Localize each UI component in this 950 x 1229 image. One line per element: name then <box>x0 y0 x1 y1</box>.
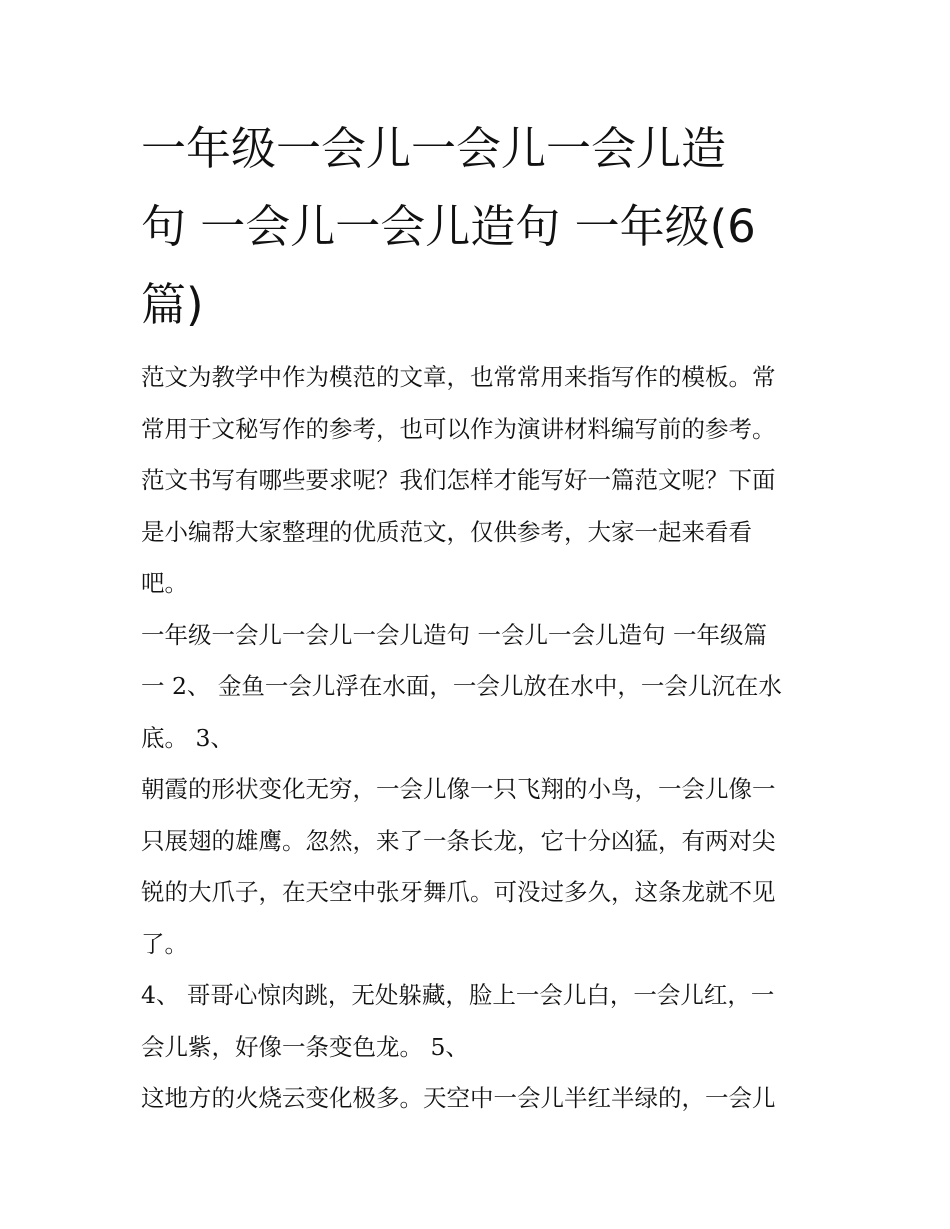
example-paragraph <box>141 970 816 1073</box>
text-line: 吧。 <box>141 569 188 597</box>
document-title <box>141 110 816 344</box>
title-line: 一年级一会儿一会儿一会儿造 <box>141 122 727 175</box>
example-paragraph <box>141 764 816 970</box>
text-line: 底。 3、 <box>141 723 234 752</box>
text-line: 会儿紫，好像一条变色龙。 5、 <box>141 1032 469 1061</box>
text-line: 这地方的火烧云变化极多。天空中一会儿半红半绿的，一会儿 <box>141 1084 776 1112</box>
text-line: 常用于文秘写作的参考，也可以作为演讲材料编写前的参考。 <box>141 414 776 443</box>
text-line: 一 2、 金鱼一会儿浮在水面，一会儿放在水中，一会儿沉在水 <box>141 672 782 700</box>
title-line: 句 一会儿一会儿造句 一年级(6 <box>141 200 756 253</box>
text-line: 是小编帮大家整理的优质范文，仅供参考，大家一起来看看 <box>141 517 752 546</box>
intro-paragraph <box>141 352 816 610</box>
text-line: 了。 <box>141 929 188 958</box>
text-line: 一年级一会儿一会儿一会儿造句 一会儿一会儿造句 一年级篇 <box>141 620 767 649</box>
text-line: 范文为教学中作为模范的文章，也常常用来指写作的模板。常 <box>141 363 776 391</box>
section-paragraph <box>141 610 816 765</box>
title-line: 篇) <box>141 278 204 331</box>
text-line: 朝霞的形状变化无穷，一会儿像一只飞翔的小鸟，一会儿像一 <box>141 775 776 803</box>
text-line: 范文书写有哪些要求呢？我们怎样才能写好一篇范文呢？下面 <box>141 466 776 494</box>
text-line: 只展翅的雄鹰。忽然，来了一条长龙，它十分凶猛，有两对尖 <box>141 826 776 855</box>
example-paragraph <box>141 1073 816 1125</box>
text-line: 4、 哥哥心惊肉跳，无处躲藏，脸上一会儿白，一会儿红，一 <box>141 981 775 1009</box>
document-page <box>141 110 816 1125</box>
text-line: 锐的大爪子，在天空中张牙舞爪。可没过多久，这条龙就不见 <box>141 878 776 906</box>
